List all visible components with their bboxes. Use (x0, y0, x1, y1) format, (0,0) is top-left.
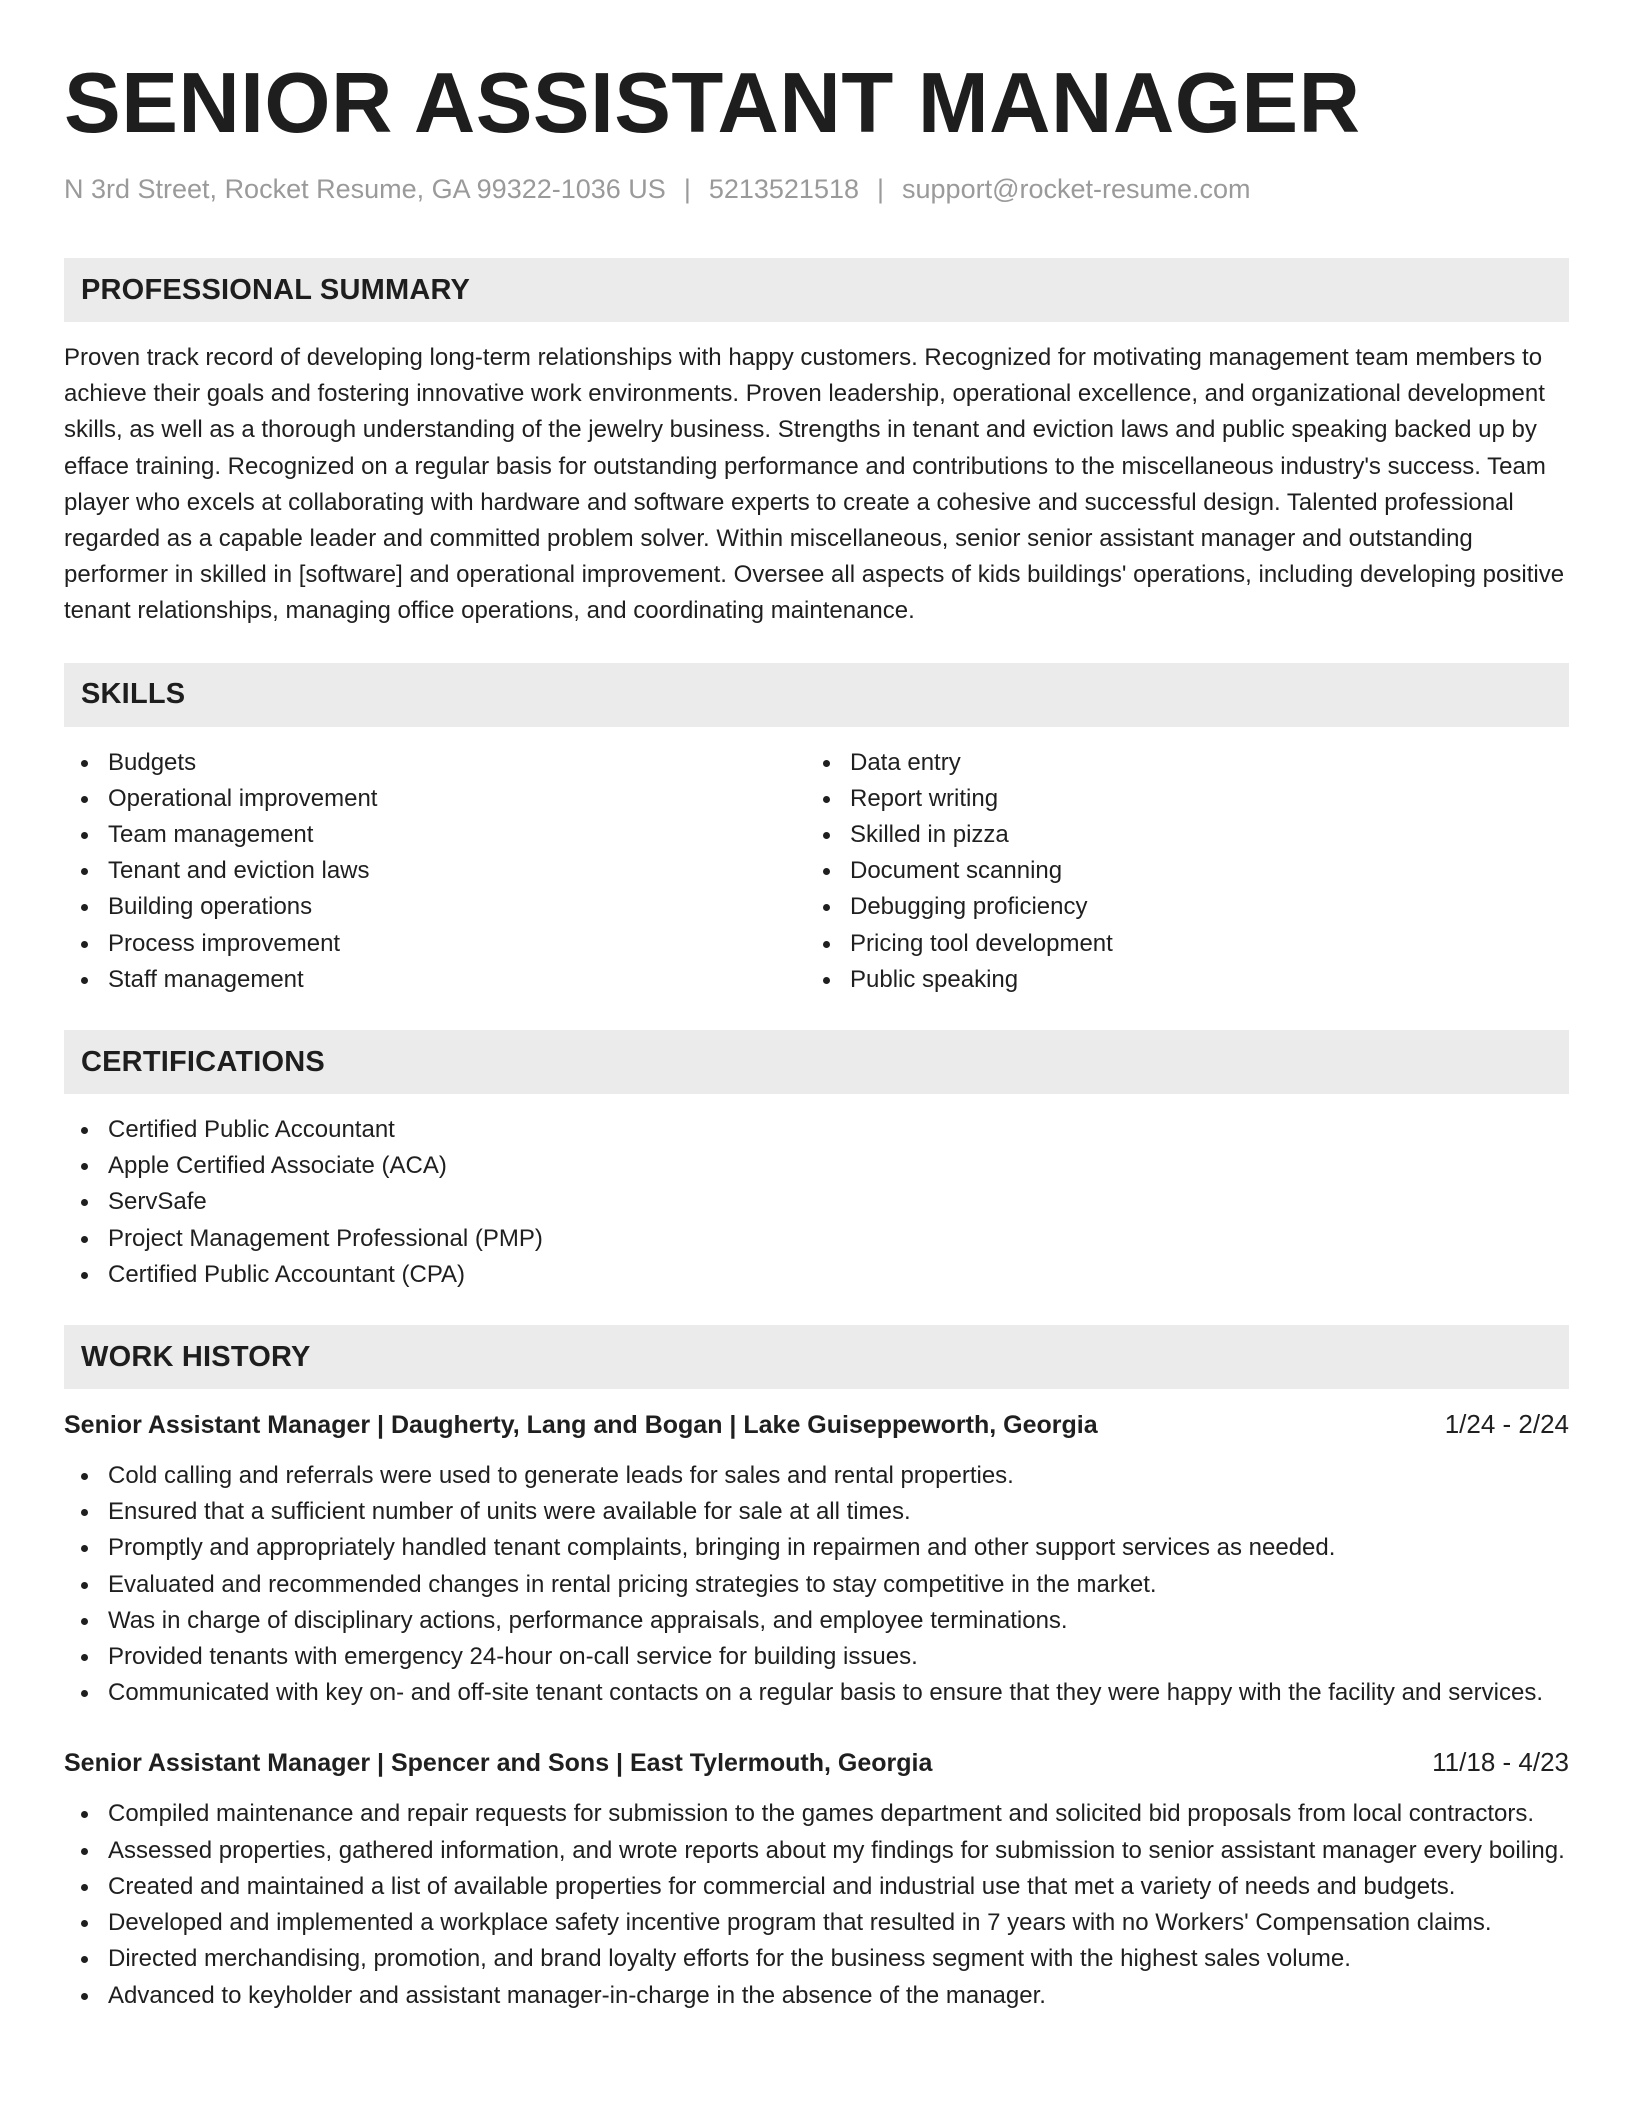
job-bullet: Was in charge of disciplinary actions, performance appraisals, and employee terminations. (64, 1603, 1569, 1639)
certification-item: Certified Public Accountant (CPA) (64, 1257, 1569, 1293)
skill-item: Data entry (806, 745, 1548, 781)
contact-email: support@rocket-resume.com (902, 174, 1251, 204)
job-bullet: Directed merchandising, promotion, and brand loyalty efforts for the business segment with the highest sales volume. (64, 1941, 1569, 1977)
skill-item: Process improvement (64, 926, 806, 962)
job-title: Senior Assistant Manager | Daugherty, Lang and Bogan | Lake Guiseppeworth, Georgia (64, 1411, 1098, 1440)
resume-name: SENIOR ASSISTANT MANAGER (64, 56, 1361, 151)
skill-item: Tenant and eviction laws (64, 853, 806, 889)
skill-item: Operational improvement (64, 781, 806, 817)
skills-column-left (64, 745, 806, 998)
job-bullet: Advanced to keyholder and assistant manager-in-charge in the absence of the manager. (64, 1978, 1569, 2014)
summary-paragraph: Proven track record of developing long-term relationships with happy customers. Recognized for motivating management team members to achieve their goals and fostering innovative work environments. Proven leadership, operational excellence, and organizational development skills, as well as a thorough understanding of the jewelry business. Strengths in tenant and eviction laws and public speaking backed up by efface training. Recognized on a regular basis for outstanding performance and contributions to the miscellaneous industry's success. Team player who excels at collaborating with hardware and software experts to create a cohesive and successful design. Talented professional regarded as a capable leader and committed problem solver. Within miscellaneous, senior senior assistant manager and outstanding performer in skilled in [software] and operational improvement. Oversee all aspects of kids buildings' operations, including developing positive tenant relationships, managing office operations, and coordinating maintenance. (64, 344, 1565, 625)
contact-separator: | (877, 174, 885, 204)
section-heading-work-history: WORK HISTORY (64, 1325, 1569, 1389)
job-bullet: Provided tenants with emergency 24-hour on-call service for building issues. (64, 1639, 1569, 1675)
job-bullet: Assessed properties, gathered information, and wrote reports about my findings for submission to senior assistant manager every boiling. (64, 1833, 1569, 1869)
section-heading-certifications: CERTIFICATIONS (64, 1030, 1569, 1094)
skill-item: Building operations (64, 889, 806, 925)
skill-item: Team management (64, 817, 806, 853)
job-header (64, 1407, 1569, 1442)
contact-separator: | (683, 174, 691, 204)
certifications-list (64, 1112, 1569, 1293)
skills-grid (64, 745, 1569, 998)
contact-line (64, 172, 1569, 206)
job-bullet: Compiled maintenance and repair requests for submission to the games department and solicited bid proposals from local contractors. (64, 1796, 1569, 1832)
section-heading-summary: PROFESSIONAL SUMMARY (64, 258, 1569, 322)
job-title: Senior Assistant Manager | Spencer and Sons | East Tylermouth, Georgia (64, 1749, 933, 1778)
job-bullet: Communicated with key on- and off-site tenant contacts on a regular basis to ensure that they were happy with the facility and services. (64, 1675, 1569, 1711)
job-bullet: Developed and implemented a workplace safety incentive program that resulted in 7 years with no Workers' Compensation claims. (64, 1905, 1569, 1941)
job-dates: 1/24 - 2/24 (1444, 1409, 1569, 1440)
certification-item: Project Management Professional (PMP) (64, 1221, 1569, 1257)
job-bullet-list (64, 1458, 1569, 1711)
skill-item: Pricing tool development (806, 926, 1548, 962)
job-entry (64, 1407, 1569, 1711)
contact-address: N 3rd Street, Rocket Resume, GA 99322-1036 US (64, 174, 666, 204)
certification-item: Apple Certified Associate (ACA) (64, 1148, 1569, 1184)
job-bullet: Created and maintained a list of available properties for commercial and industrial use that met a variety of needs and budgets. (64, 1869, 1569, 1905)
job-bullet: Promptly and appropriately handled tenant complaints, bringing in repairmen and other support services as needed. (64, 1530, 1569, 1566)
job-bullet: Cold calling and referrals were used to generate leads for sales and rental properties. (64, 1458, 1569, 1494)
job-bullet: Evaluated and recommended changes in rental pricing strategies to stay competitive in the market. (64, 1567, 1569, 1603)
skill-item: Public speaking (806, 962, 1548, 998)
skill-item: Document scanning (806, 853, 1548, 889)
section-heading-skills: SKILLS (64, 663, 1569, 727)
job-bullet: Ensured that a sufficient number of units were available for sale at all times. (64, 1494, 1569, 1530)
skill-item: Budgets (64, 745, 806, 781)
certification-item: ServSafe (64, 1184, 1569, 1220)
job-dates: 11/18 - 4/23 (1432, 1747, 1569, 1778)
skill-item: Skilled in pizza (806, 817, 1548, 853)
job-entry (64, 1745, 1569, 2013)
skill-item: Staff management (64, 962, 806, 998)
skill-item: Report writing (806, 781, 1548, 817)
skills-column-right (806, 745, 1548, 998)
contact-phone: 5213521518 (708, 174, 859, 204)
job-bullet-list (64, 1796, 1569, 2013)
skill-item: Debugging proficiency (806, 889, 1548, 925)
certification-item: Certified Public Accountant (64, 1112, 1569, 1148)
job-header (64, 1745, 1569, 1780)
